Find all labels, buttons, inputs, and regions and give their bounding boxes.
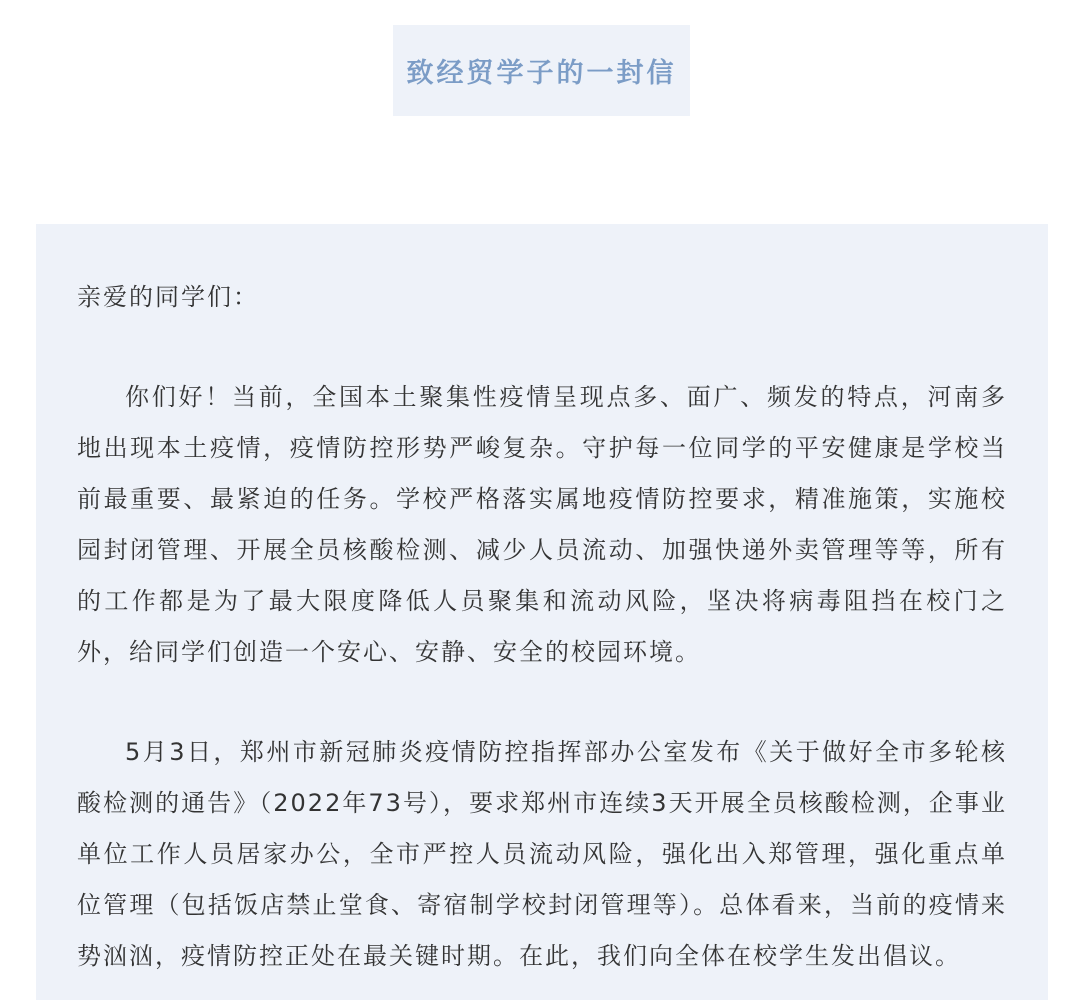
letter-panel bbox=[36, 224, 1048, 1000]
page-title: 致经贸学子的一封信 bbox=[406, 58, 677, 89]
letter-body bbox=[77, 272, 1007, 982]
letter-paragraph: 你们好！当前，全国本土聚集性疫情呈现点多、面广、频发的特点，河南多地出现本土疫情，疫情防控形势严峻复杂。守护每一位同学的平安健康是学校当前最重要、最紧迫的任务。学校严格落实属地疫情防控要求，精准施策，实施校园封闭管理、开展全员核酸检测、减少人员流动、加强快递外卖管理等等，所有的工作都是为了最大限度降低人员聚集和流动风险，坚决将病毒阻挡在校门之外，给同学们创造一个安心、安静、安全的校园环境。 bbox=[77, 383, 1007, 666]
title-banner bbox=[393, 25, 690, 116]
letter-salutation: 亲爱的同学们： bbox=[77, 283, 259, 311]
letter-paragraph: 5月3日，郑州市新冠肺炎疫情防控指挥部办公室发布《关于做好全市多轮核酸检测的通告》（2022年73号），要求郑州市连续3天开展全员核酸检测，企事业单位工作人员居家办公，全市严控人员流动风险，强化出入郑管理，强化重点单位管理（包括饭店禁止堂食、寄宿制学校封闭管理等）。总体看来，当前的疫情来势汹汹，疫情防控正处在最关键时期。在此，我们向全体在校学生发出倡议。 bbox=[77, 738, 1007, 970]
